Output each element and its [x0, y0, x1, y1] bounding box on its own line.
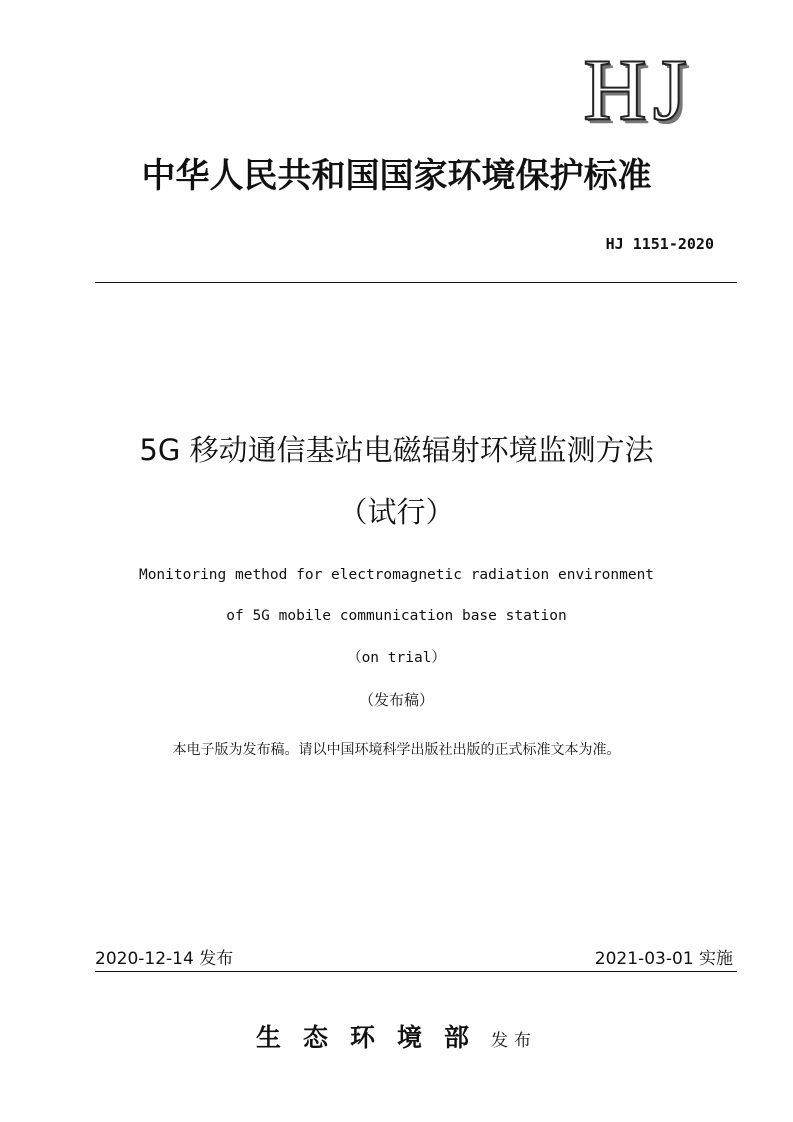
standard-code: HJ 1151-2020	[605, 235, 714, 253]
title-english-line-1: Monitoring method for electromagnetic radiation environment	[138, 567, 655, 583]
title-trial-note: （试行）	[338, 495, 455, 529]
edition-notice: 本电子版为发布稿。请以中国环境科学出版社出版的正式标准文本为准。	[172, 742, 621, 758]
standard-name: 中华人民共和国国家环境保护标准	[141, 156, 652, 196]
draft-label: （发布稿）	[358, 691, 434, 709]
issuer-suffix: 发布	[491, 1031, 537, 1051]
issuer-name: 生态环境部	[255, 1023, 491, 1052]
issuer-line	[40, 1018, 753, 1054]
hj-logo: HJ	[583, 42, 693, 139]
title-english-line-2: of 5G mobile communication base station	[226, 608, 567, 624]
top-divider	[95, 282, 737, 283]
bottom-divider	[95, 971, 737, 972]
effective-date: 2021-03-01 实施	[594, 949, 733, 969]
title-english-line-3: （on trial）	[347, 650, 446, 666]
title-chinese: 5G 移动通信基站电磁辐射环境监测方法	[139, 433, 654, 467]
publish-date: 2020-12-14 发布	[95, 949, 234, 969]
